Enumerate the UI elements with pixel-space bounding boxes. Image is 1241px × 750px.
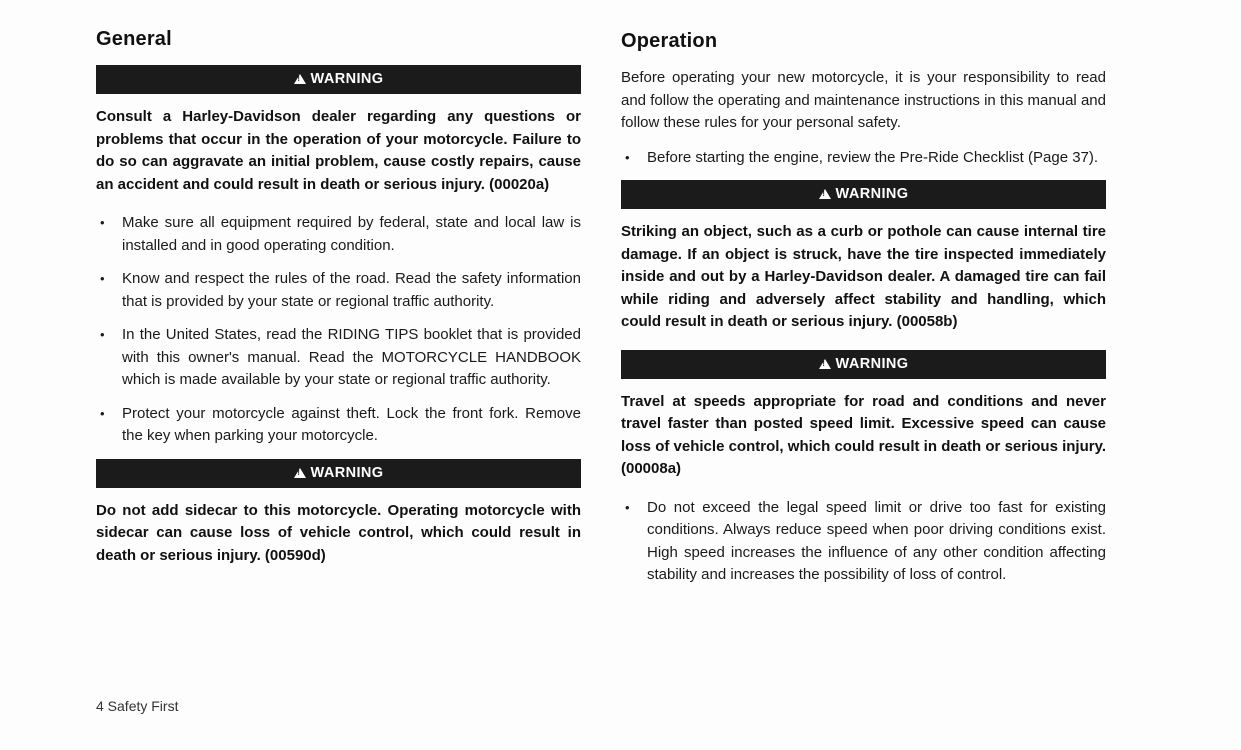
- page-footer: 4 Safety First: [96, 698, 179, 714]
- list-item: • Know and respect the rules of the road. Read the safety information that is provided by your state or regional traffic authority.: [96, 268, 581, 313]
- warning-triangle-icon: [294, 74, 306, 84]
- section-title-general: General: [96, 28, 172, 50]
- warning-text-00590d: Do not add sidecar to this motorcycle. Operating motorcycle with sidecar can cause loss of vehicle control, which could result in death or serious injury. (00590d): [96, 501, 581, 564]
- list-item: • Do not exceed the legal speed limit or drive too fast for existing conditions. Always reduce speed when poor driving conditions exist. High speed increases the influence of any other condition affecting stability and increases the possibility of loss of control.: [621, 497, 1106, 587]
- warning-triangle-icon: [294, 468, 306, 478]
- left-column: [96, 28, 581, 598]
- warning-text-00008a: Travel at speeds appropriate for road and conditions and never travel faster than posted speed limit. Excessive speed can cause loss of vehicle control, which could result in death or serious injury. (00008a): [621, 392, 1106, 477]
- warning-banner-label: WARNING: [310, 71, 384, 87]
- section-title-operation: Operation: [621, 30, 718, 52]
- warning-banner: [96, 459, 581, 488]
- warning-banner-label: WARNING: [835, 355, 909, 372]
- page-columns: [96, 28, 1106, 598]
- operation-bullet-list-top: [621, 147, 1106, 170]
- warning-banner-label: WARNING: [310, 464, 384, 481]
- list-item: • Make sure all equipment required by federal, state and local law is installed and in good operating condition.: [96, 212, 581, 257]
- warning-banner: [621, 180, 1106, 209]
- warning-triangle-icon: [819, 359, 831, 369]
- general-bullet-list: [96, 212, 581, 448]
- warning-triangle-icon: [819, 189, 831, 199]
- right-column: [621, 28, 1106, 598]
- warning-banner-label: WARNING: [835, 186, 909, 202]
- warning-text-00020a: Consult a Harley-Davidson dealer regarding any questions or problems that occur in the operation of your motorcycle. Failure to do so can aggravate an initial problem, cause costly repairs, cause an accident and could result in death or serious injury. (00020a): [96, 108, 581, 193]
- operation-intro-paragraph: Before operating your new motorcycle, it is your responsibility to read and follow the operating and maintenance instructions in this manual and follow these rules for your personal safety.: [621, 69, 1106, 131]
- list-item: • Protect your motorcycle against theft. Lock the front fork. Remove the key when parking your motorcycle.: [96, 403, 581, 448]
- operation-bullet-list-bottom: [621, 497, 1106, 587]
- list-item: • Before starting the engine, review the Pre-Ride Checklist (Page 37).: [621, 147, 1106, 170]
- list-item: • In the United States, read the RIDING TIPS booklet that is provided with this owner's manual. Read the MOTORCYCLE HANDBOOK which is made available by your state or regional traffic authority.: [96, 324, 581, 392]
- warning-text-00058b: Striking an object, such as a curb or pothole can cause internal tire damage. If an object is struck, have the tire inspected immediately inside and out by a Harley-Davidson dealer. A damaged tire can fail while riding and adversely affect stability and handling, which could result in death or serious injury. (00058b): [621, 223, 1106, 330]
- warning-banner: [621, 350, 1106, 379]
- warning-banner: [96, 65, 581, 94]
